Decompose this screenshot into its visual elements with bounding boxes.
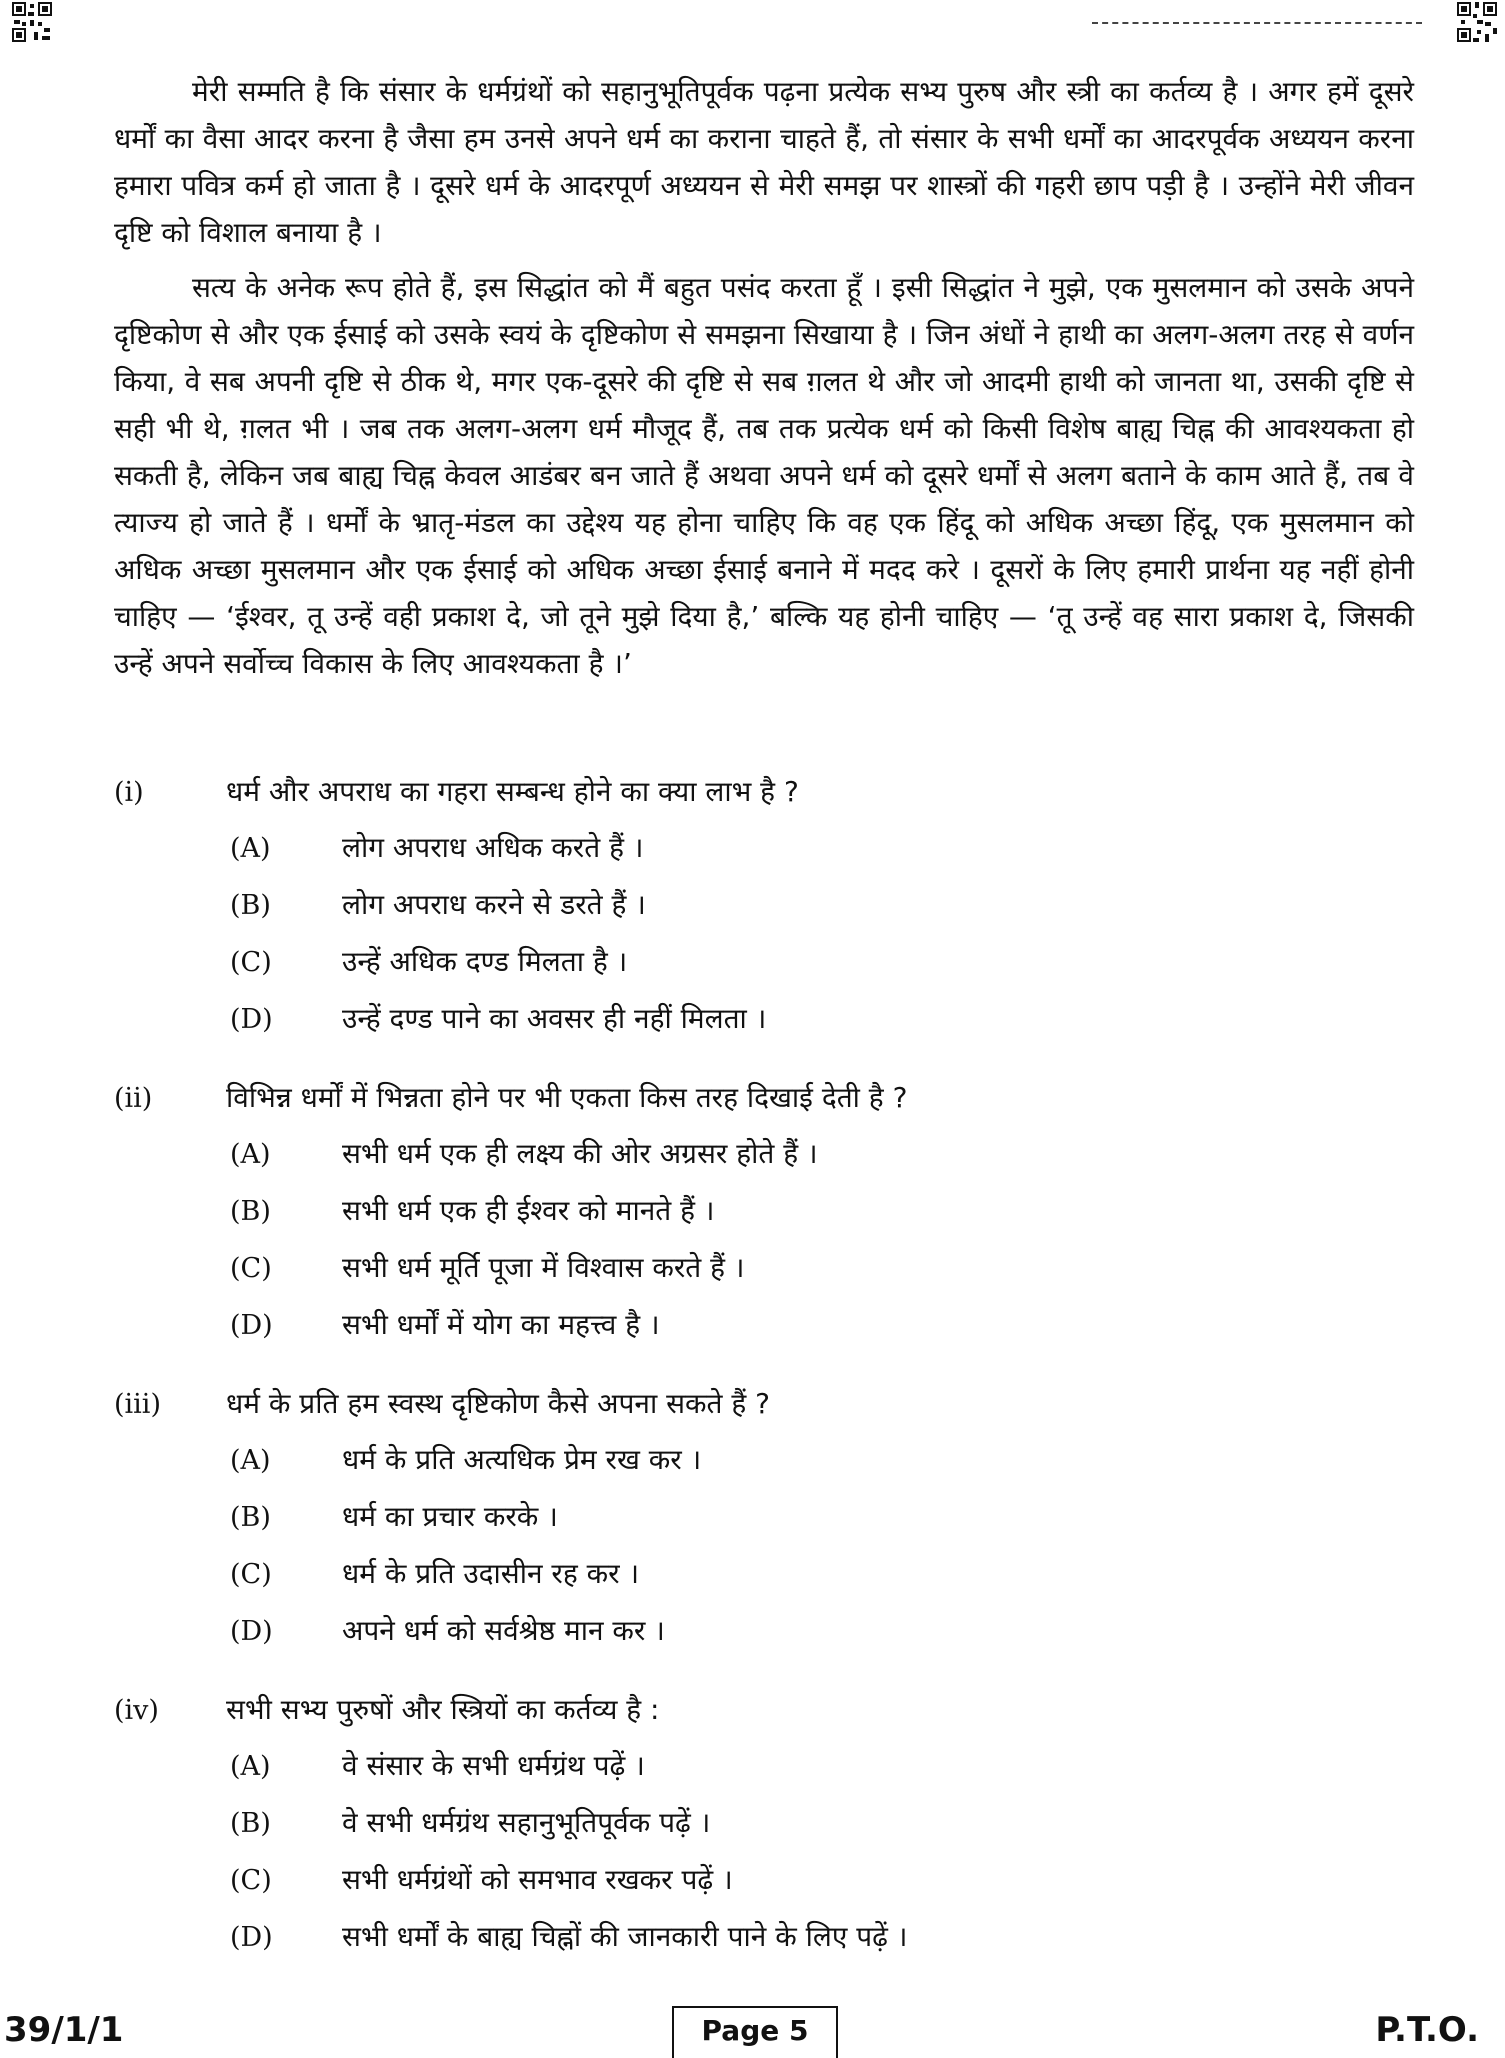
option-row (114, 1917, 1414, 1974)
option-text: उन्हें दण्ड पाने का अवसर ही नहीं मिलता । (342, 1002, 767, 1035)
option-label: (C) (230, 1559, 272, 1590)
option-text: लोग अपराध अधिक करते हैं । (342, 831, 644, 864)
question-text: विभिन्न धर्मों में भिन्नता होने पर भी एकता किस तरह दिखाई देती है ? (226, 1081, 908, 1114)
option-label: (B) (230, 1808, 271, 1839)
option-text: लोग अपराध करने से डरते हैं । (342, 888, 646, 921)
option-label: (B) (230, 1196, 271, 1227)
option-row (114, 1554, 1414, 1611)
paper-code: 39/1/1 (4, 2010, 124, 2050)
option-label: (D) (230, 1616, 273, 1647)
page-number-box: Page 5 (672, 2006, 838, 2058)
option-text: सभी धर्म मूर्ति पूजा में विश्वास करते हैं । (342, 1251, 745, 1284)
qr-code-icon (10, 0, 54, 44)
option-label: (D) (230, 1004, 273, 1035)
option-label: (A) (230, 1445, 271, 1476)
option-text: सभी धर्म एक ही लक्ष्य की ओर अग्रसर होते हैं । (342, 1137, 818, 1170)
option-label: (A) (230, 1139, 271, 1170)
question-item (114, 1078, 1414, 1362)
option-row (114, 1746, 1414, 1803)
question-row (114, 1078, 1414, 1134)
option-text: वे सभी धर्मग्रंथ सहानुभूतिपूर्वक पढ़ें । (342, 1806, 711, 1839)
option-row (114, 1191, 1414, 1248)
option-row (114, 828, 1414, 885)
header-rule (1092, 22, 1422, 24)
option-row (114, 1248, 1414, 1305)
option-row (114, 885, 1414, 942)
option-text: धर्म के प्रति अत्यधिक प्रेम रख कर । (342, 1443, 702, 1476)
option-label: (D) (230, 1922, 273, 1953)
passage-paragraph: मेरी सम्मति है कि संसार के धर्मग्रंथों को सहानुभूतिपूर्वक पढ़ना प्रत्येक सभ्य पुरुष और स्त्री का कर्तव्य है । अगर हमें दूसरे धर्मों का वैसा आदर करना है जैसा हम उनसे अपने धर्म का कराना चाहते हैं, तो संसार के सभी धर्मों का आदरपूर्वक अध्ययन करना हमारा पवित्र कर्म हो जाता है । दूसरे धर्म के आदरपूर्ण अध्ययन से मेरी समझ पर शास्त्रों की गहरी छाप पड़ी है । उन्होंने मेरी जीवन दृष्टि को विशाल बनाया है । (114, 75, 1414, 249)
option-text: सभी धर्म एक ही ईश्वर को मानते हैं । (342, 1194, 715, 1227)
question-item (114, 772, 1414, 1056)
option-text: सभी धर्मों के बाह्य चिह्नों की जानकारी पाने के लिए पढ़ें । (342, 1920, 908, 1953)
question-number: (i) (114, 777, 144, 808)
option-text: धर्म के प्रति उदासीन रह कर । (342, 1557, 640, 1590)
option-label: (C) (230, 947, 272, 978)
question-number: (ii) (114, 1083, 153, 1114)
question-number: (iv) (114, 1695, 159, 1726)
option-text: उन्हें अधिक दण्ड मिलता है । (342, 945, 628, 978)
question-item (114, 1690, 1414, 1974)
question-list (114, 772, 1414, 1996)
option-row (114, 1860, 1414, 1917)
option-label: (A) (230, 833, 271, 864)
option-row (114, 1803, 1414, 1860)
option-text: सभी धर्मों में योग का महत्त्व है । (342, 1308, 660, 1341)
question-number: (iii) (114, 1389, 161, 1420)
option-row (114, 1611, 1414, 1668)
question-text: सभी सभ्य पुरुषों और स्त्रियों का कर्तव्य है : (226, 1693, 660, 1726)
option-row (114, 1497, 1414, 1554)
question-item (114, 1384, 1414, 1668)
option-label: (C) (230, 1865, 272, 1896)
option-label: (C) (230, 1253, 272, 1284)
question-row (114, 772, 1414, 828)
option-label: (B) (230, 1502, 271, 1533)
reading-passage (114, 68, 1414, 687)
option-text: वे संसार के सभी धर्मग्रंथ पढ़ें । (342, 1749, 645, 1782)
pto-label: P.T.O. (1375, 2010, 1479, 2050)
passage-paragraph: सत्य के अनेक रूप होते हैं, इस सिद्धांत को मैं बहुत पसंद करता हूँ । इसी सिद्धांत ने मुझे, एक मुसलमान को उसके अपने दृष्टिकोण से और एक ईसाई को उसके स्वयं के दृष्टिकोण से समझना सिखाया है । जिन अंधों ने हाथी का अलग-अलग तरह से वर्णन किया, वे सब अपनी दृष्टि से ठीक थे, मगर एक-दूसरे की दृष्टि से सब ग़लत थे और जो आदमी हाथी को जानता था, उसकी दृष्टि से सही भी थे, ग़लत भी । जब तक अलग-अलग धर्म मौजूद हैं, तब तक प्रत्येक धर्म को किसी विशेष बाह्य चिह्न की आवश्यकता हो सकती है, लेकिन जब बाह्य चिह्न केवल आडंबर बन जाते हैं अथवा अपने धर्म को दूसरे धर्मों से अलग बताने के काम आते हैं, तब वे त्याज्य हो जाते हैं । धर्मों के भ्रातृ-मंडल का उद्देश्य यह होना चाहिए कि वह एक हिंदू को अधिक अच्छा हिंदू, एक मुसलमान को अधिक अच्छा मुसलमान और एक ईसाई को अधिक अच्छा ईसाई बनाने में मदद करे । दूसरों के लिए हमारी प्रार्थना यह नहीं होनी चाहिए — ‘ईश्वर, तू उन्हें वही प्रकाश दे, जो तूने मुझे दिया है,’ बल्कि यह होनी चाहिए — ‘तू उन्हें वह सारा प्रकाश दे, जिसकी उन्हें अपने सर्वोच्च विकास के लिए आवश्यकता है ।’ (114, 271, 1414, 680)
question-row (114, 1690, 1414, 1746)
option-label: (A) (230, 1751, 271, 1782)
option-row (114, 1440, 1414, 1497)
option-row (114, 1305, 1414, 1362)
option-text: धर्म का प्रचार करके । (342, 1500, 558, 1533)
option-text: अपने धर्म को सर्वश्रेष्ठ मान कर । (342, 1614, 665, 1647)
option-label: (D) (230, 1310, 273, 1341)
option-row (114, 1134, 1414, 1191)
question-text: धर्म और अपराध का गहरा सम्बन्ध होने का क्या लाभ है ? (226, 775, 799, 808)
option-text: सभी धर्मग्रंथों को समभाव रखकर पढ़ें । (342, 1863, 733, 1896)
page-footer (0, 2004, 1505, 2050)
option-label: (B) (230, 890, 271, 921)
option-row (114, 942, 1414, 999)
option-row (114, 999, 1414, 1056)
qr-code-icon (1455, 0, 1499, 44)
question-row (114, 1384, 1414, 1440)
question-text: धर्म के प्रति हम स्वस्थ दृष्टिकोण कैसे अपना सकते हैं ? (226, 1387, 771, 1420)
